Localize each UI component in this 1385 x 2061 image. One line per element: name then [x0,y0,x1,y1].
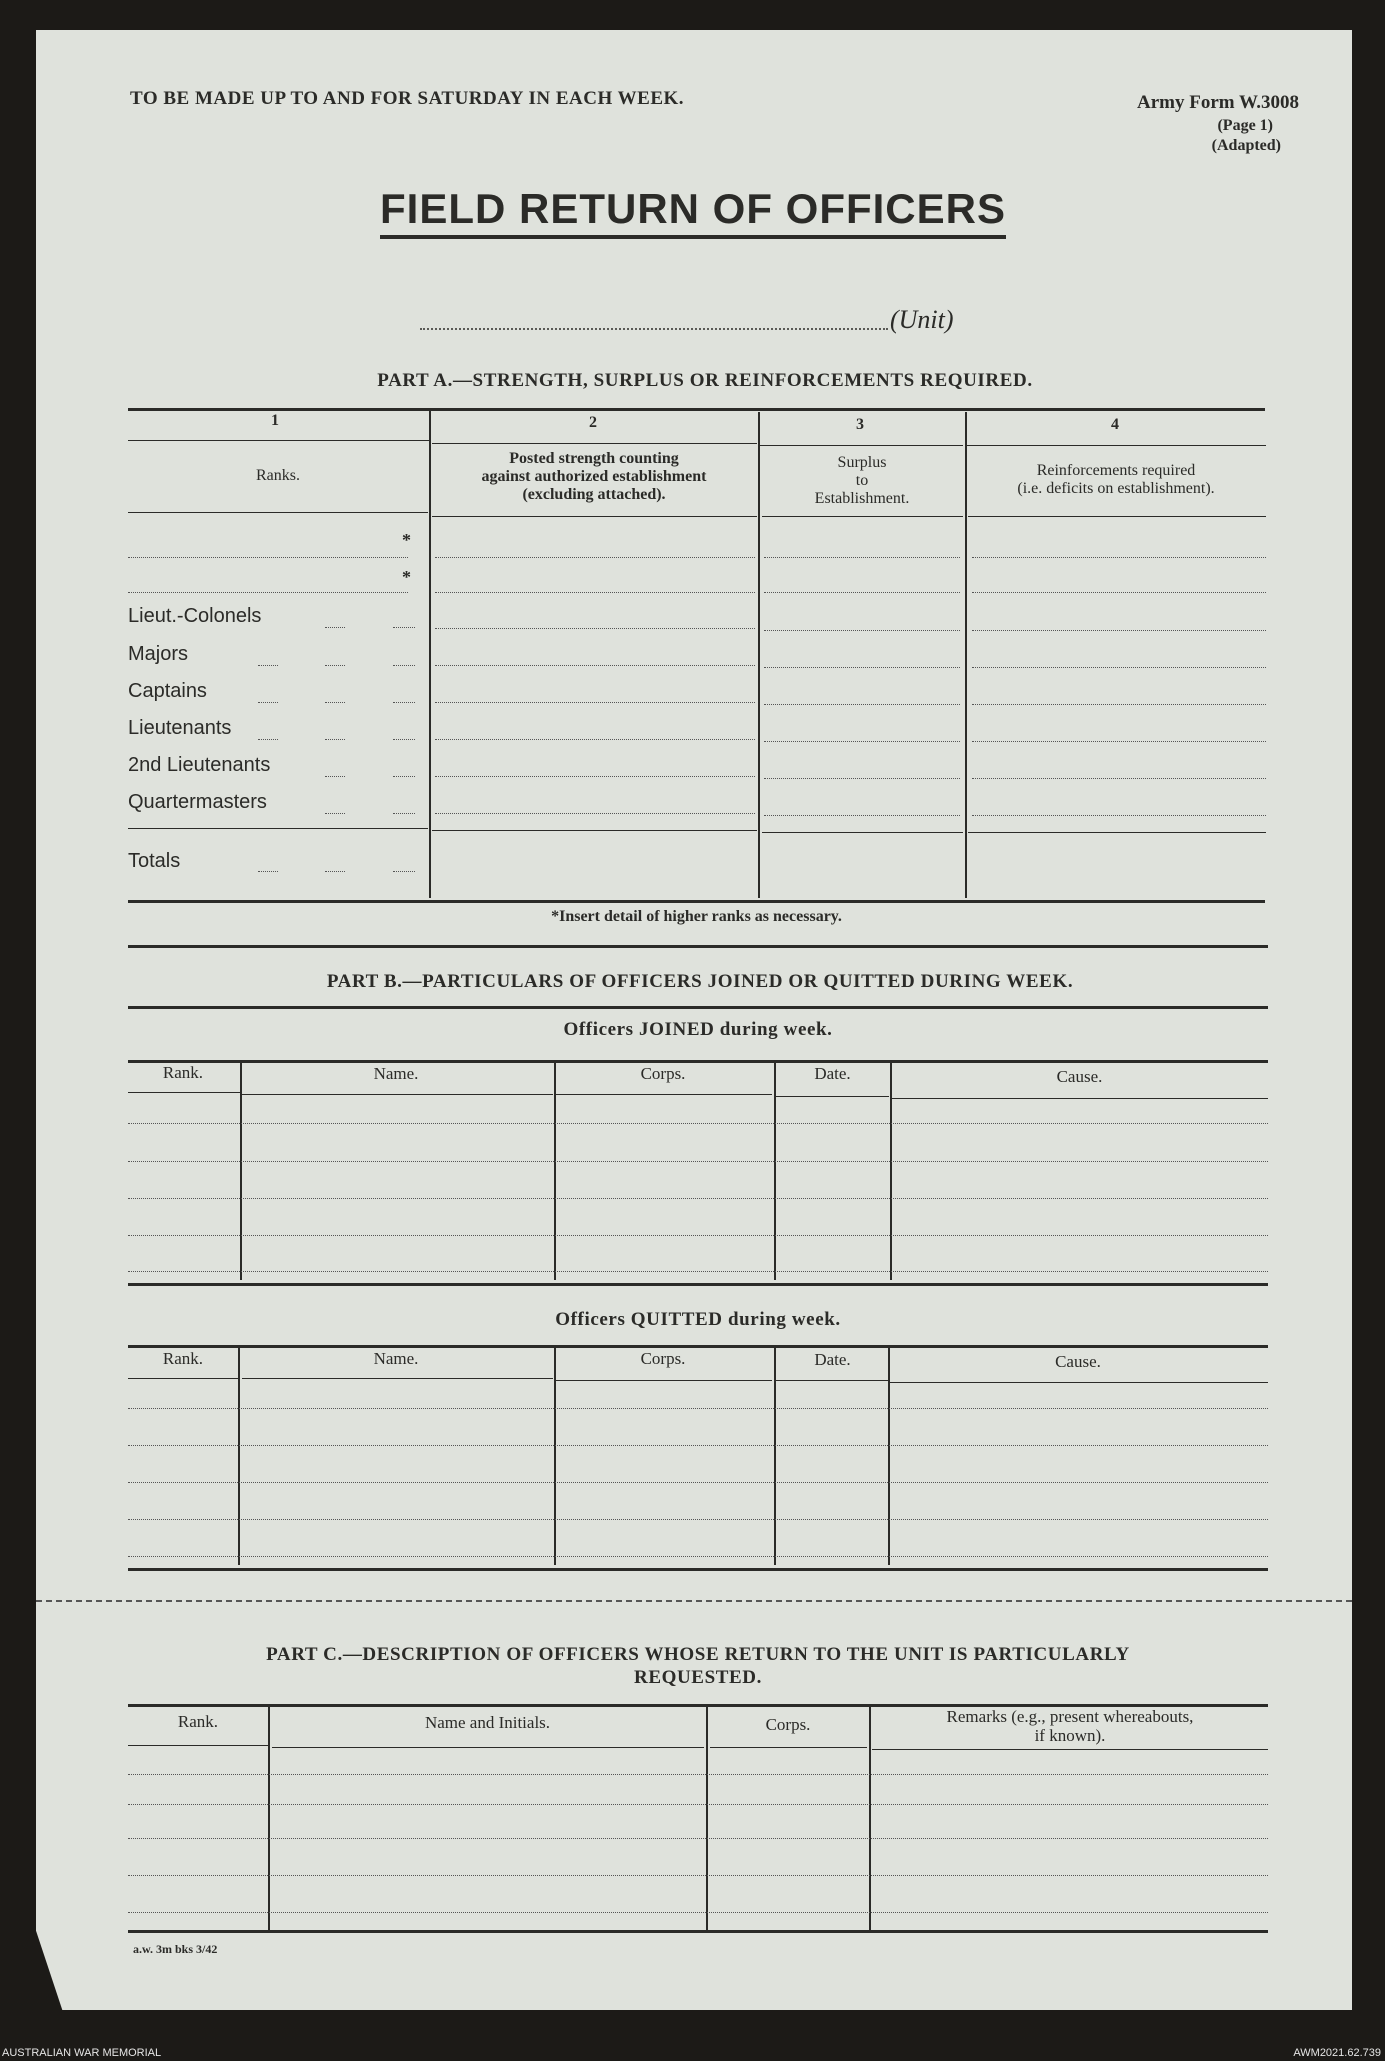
col3-line-3: Establishment. [814,490,910,507]
leader-dots [258,739,278,740]
totals-rule-3 [762,832,963,833]
part-a-footnote: *Insert detail of higher ranks as necessary. [551,908,842,925]
surplus-row[interactable] [764,741,960,742]
quitted-head-rule [556,1380,772,1381]
posted-strength-row[interactable] [435,702,755,703]
quitted-col-cause: Cause. [1055,1352,1101,1371]
quitted-row[interactable] [128,1408,1268,1409]
rank-captains: Captains [128,680,207,702]
col-reinforcements-header [968,462,1264,498]
leader-dots [325,776,345,777]
posted-strength-row[interactable] [435,665,755,666]
part-a-bottom-rule [128,900,1265,903]
col-number-4: 4 [1111,416,1119,433]
reinforcements-row[interactable] [972,630,1266,631]
col1-head-rule [128,512,428,513]
leader-dots [325,813,345,814]
reinforcements-row[interactable] [972,592,1266,593]
part-a-divider-2 [758,412,760,898]
surplus-row[interactable] [764,704,960,705]
leader-dots [393,702,415,703]
joined-row[interactable] [128,1235,1268,1236]
rank-lieut-colonels: Lieut.-Colonels [128,605,262,627]
leader-dots [325,739,345,740]
print-code: a.w. 3m bks 3/42 [133,1942,218,1956]
part-c-divider [268,1706,270,1930]
joined-divider [554,1062,556,1280]
unit-label: (Unit) [890,305,954,334]
rank-2nd-lieutenants: 2nd Lieutenants [128,754,271,776]
totals-rule-4 [968,832,1266,833]
totals-rule-1 [128,828,428,829]
reinforcements-row[interactable] [972,667,1266,668]
col-surplus-header [762,454,962,508]
totals-label: Totals [128,850,181,872]
col3-line-1: Surplus [837,454,887,471]
quitted-col-date: Date. [814,1350,851,1369]
quitted-head-rule [242,1378,553,1379]
col2-number-rule [432,443,757,444]
joined-divider [890,1062,892,1280]
quitted-head-rule [890,1382,1268,1383]
quitted-col-name: Name. [373,1349,419,1368]
part-c-head-rule [872,1749,1268,1750]
part-c-heading-line-1: PART C.—DESCRIPTION OF OFFICERS WHOSE RETURN TO THE UNIT IS PARTICULARLY [266,1644,1130,1665]
quitted-top-rule [128,1345,1268,1348]
leader-dots [393,627,415,628]
col2-line-1: Posted strength counting [509,450,679,467]
joined-head-rule [776,1096,889,1097]
quitted-divider [888,1347,890,1565]
part-c-divider [706,1706,708,1930]
posted-strength-row[interactable] [435,557,755,558]
joined-col-cause: Cause. [1056,1067,1103,1086]
surplus-row[interactable] [764,592,960,593]
joined-head-rule [128,1092,240,1093]
col4-line-2: (i.e. deficits on establishment). [1017,480,1215,497]
remarks-header-line-2: if known). [1034,1726,1106,1745]
reinforcements-row[interactable] [972,557,1266,558]
joined-row[interactable] [128,1161,1268,1162]
joined-col-rank: Rank. [162,1063,204,1082]
col-posted-strength-header [434,450,754,504]
col-ranks-header: Ranks. [256,467,300,484]
joined-divider [240,1062,242,1280]
posted-strength-row[interactable] [435,776,755,777]
part-c-col-rank: Rank. [177,1712,219,1731]
leader-dots [325,665,345,666]
col-number-3: 3 [856,416,864,433]
archive-caption-right: AWM2021.62.739 [1293,2047,1381,2059]
part-c-row[interactable] [128,1838,1268,1839]
col2-line-3: (excluding attached). [522,486,666,503]
leader-dots [325,871,345,872]
page-title: FIELD RETURN OF OFFICERS [380,185,1006,239]
quitted-row[interactable] [128,1445,1268,1446]
quitted-row[interactable] [128,1519,1268,1520]
part-a-footnote-rule [128,945,1268,948]
leader-dots [393,813,415,814]
part-c-head-rule [710,1747,867,1748]
part-c-row[interactable] [128,1875,1268,1876]
unit-field[interactable] [420,328,888,330]
part-c-head-rule [128,1745,268,1746]
part-c-row[interactable] [128,1912,1268,1913]
form-number: Army Form W.3008 [1136,92,1299,113]
joined-col-name: Name. [373,1064,419,1083]
col4-number-rule [966,445,1266,446]
instruction-text: TO BE MADE UP TO AND FOR SATURDAY IN EACH WEEK. [130,88,685,109]
part-c-col-remarks [872,1707,1268,1745]
col3-head-rule [762,516,963,517]
surplus-row[interactable] [764,557,960,558]
remarks-header-line-1: Remarks (e.g., present whereabouts, [946,1707,1194,1726]
surplus-row[interactable] [764,778,960,779]
totals-rule-2 [432,830,757,831]
quitted-head-rule [776,1380,889,1381]
col-number-2: 2 [589,414,597,431]
asterisk-2: * [402,567,411,587]
surplus-row[interactable] [764,630,960,631]
joined-heading: Officers JOINED during week. [563,1019,833,1040]
quitted-divider [554,1347,556,1565]
higher-rank-row-2[interactable] [128,592,408,593]
part-a-divider-1 [429,410,431,898]
asterisk-1: * [402,530,411,550]
part-c-divider [869,1706,871,1930]
joined-head-rule [892,1098,1268,1099]
perforation-line [36,1600,1352,1602]
quitted-heading: Officers QUITTED during week. [555,1309,841,1330]
quitted-divider [774,1347,776,1565]
part-a-divider-3 [965,412,967,898]
leader-dots [258,702,278,703]
col3-number-rule [760,445,963,446]
reinforcements-row[interactable] [972,815,1266,816]
part-c-row[interactable] [128,1804,1268,1805]
part-c-heading-line-2: REQUESTED. [634,1667,762,1688]
col2-head-rule [432,516,757,517]
col2-line-2: against authorized establishment [481,468,707,485]
posted-strength-row[interactable] [435,813,755,814]
part-c-row[interactable] [128,1774,1268,1775]
leader-dots [258,871,278,872]
joined-col-date: Date. [814,1064,851,1083]
archive-caption-left: AUSTRALIAN WAR MEMORIAL [2,2047,162,2059]
rank-lieutenants: Lieutenants [128,717,232,739]
part-c-bottom-rule [128,1930,1268,1933]
part-c-head-rule [272,1747,704,1748]
part-b-heading: PART B.—PARTICULARS OF OFFICERS JOINED OR QUITTED DURING WEEK. [326,971,1074,992]
adapted-note: (Adapted) [1211,137,1281,154]
joined-row[interactable] [128,1123,1268,1124]
leader-dots [393,739,415,740]
surplus-row[interactable] [764,815,960,816]
page-number: (Page 1) [1217,117,1273,134]
quitted-head-rule [128,1378,240,1379]
joined-head-rule [242,1094,553,1095]
part-c-col-corps: Corps. [765,1715,811,1734]
posted-strength-row[interactable] [435,628,755,629]
leader-dots [393,665,415,666]
quitted-divider [238,1347,240,1565]
leader-dots [325,702,345,703]
col3-line-2: to [855,472,869,489]
part-c-heading [128,1643,1268,1689]
posted-strength-row[interactable] [435,739,755,740]
joined-row[interactable] [128,1198,1268,1199]
surplus-row[interactable] [764,667,960,668]
col4-head-rule [968,516,1266,517]
part-a-heading: PART A.—STRENGTH, SURPLUS OR REINFORCEMENTS REQUIRED. [377,370,1033,391]
joined-col-corps: Corps. [640,1064,686,1083]
reinforcements-row[interactable] [972,704,1266,705]
col-number-1: 1 [271,412,279,429]
rank-majors: Majors [128,643,189,665]
col1-number-rule [128,440,430,441]
quitted-col-rank: Rank. [162,1349,204,1368]
col4-line-1: Reinforcements required [1036,462,1196,479]
part-b-top-rule [128,1006,1268,1009]
reinforcements-row[interactable] [972,741,1266,742]
quitted-row[interactable] [128,1556,1268,1557]
leader-dots [393,776,415,777]
leader-dots [258,665,278,666]
quitted-bottom-rule [128,1568,1268,1571]
higher-rank-row-1[interactable] [128,557,408,558]
joined-row[interactable] [128,1271,1268,1272]
posted-strength-row[interactable] [435,592,755,593]
quitted-row[interactable] [128,1482,1268,1483]
part-a-top-rule [128,408,1265,411]
joined-bottom-rule [128,1283,1268,1286]
leader-dots [325,627,345,628]
reinforcements-row[interactable] [972,778,1266,779]
rank-quartermasters: Quartermasters [128,791,267,813]
leader-dots [393,871,415,872]
joined-divider [774,1062,776,1280]
part-c-col-name: Name and Initials. [424,1713,551,1732]
joined-top-rule [128,1060,1268,1063]
joined-head-rule [556,1094,772,1095]
quitted-col-corps: Corps. [640,1349,686,1368]
